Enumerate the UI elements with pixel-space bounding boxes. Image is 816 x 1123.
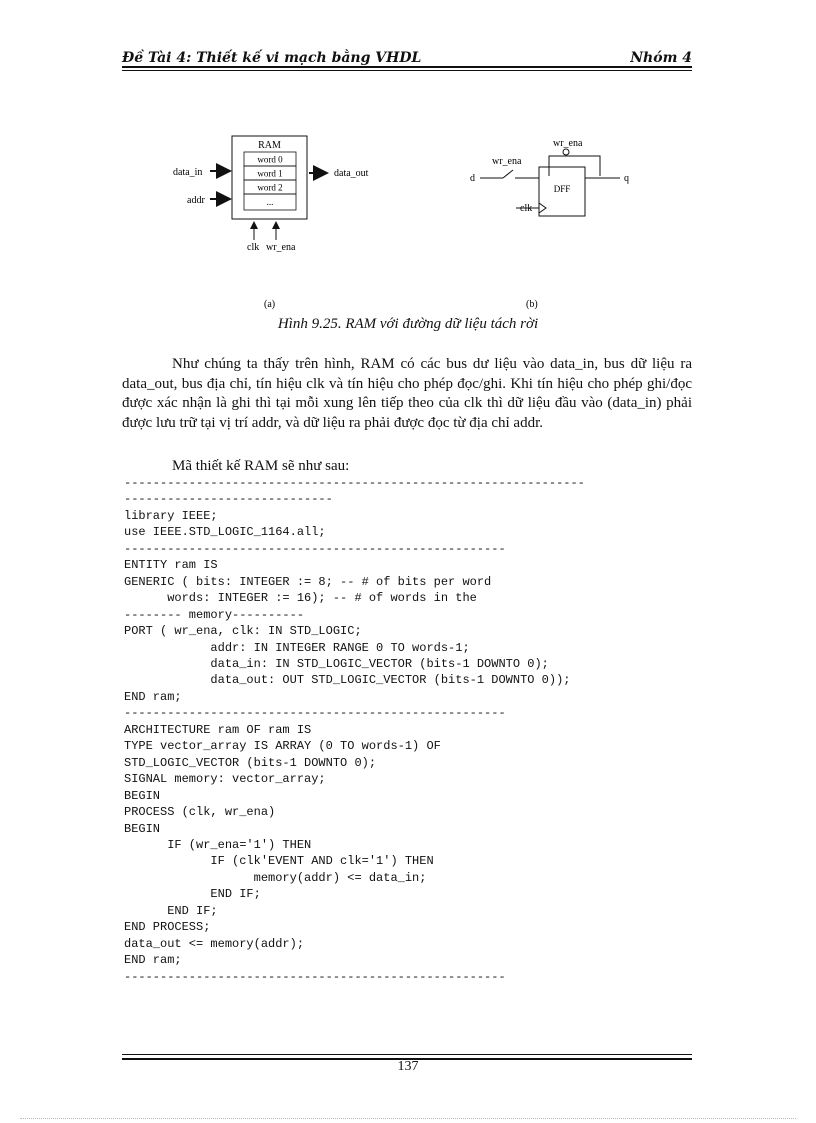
feedback-path bbox=[549, 156, 600, 176]
page-bottom-edge bbox=[20, 1118, 796, 1119]
paragraph-text: Như chúng ta thấy trên hình, RAM có các bus dư liệu vào data_in, bus dữ liệu ra data_out, bus địa chỉ, tín hiệu clk và tín hiệu cho phép đọc/ghi. Khi tín hiệu cho phép ghi/đọc được xác nhận là ghi thì tại mỗi xung lên tiếp theo của clk thì dữ liệu đầu vào (data_in) phải được lưu trữ tại vị trí addr, và dữ liệu ra phải được đọc từ địa chỉ addr. bbox=[122, 356, 692, 431]
wr-ena-top-label: wr_ena bbox=[553, 138, 583, 149]
footer-rule-thin bbox=[122, 1054, 692, 1055]
page-number: 137 bbox=[397, 1059, 419, 1074]
word-label-3: ... bbox=[266, 197, 274, 207]
data-out-label: data_out bbox=[334, 168, 369, 179]
word-label-1: word 1 bbox=[257, 168, 283, 179]
addr-label: addr bbox=[187, 195, 205, 206]
sublabel-a: (a) bbox=[264, 299, 276, 310]
dff-diagram bbox=[470, 138, 629, 216]
inverter-bubble bbox=[563, 149, 569, 155]
sublabel-b: (b) bbox=[526, 299, 538, 310]
figure-diagram bbox=[0, 0, 816, 320]
ram-title: RAM bbox=[258, 140, 281, 151]
header-group: Nhóm 4 bbox=[630, 50, 692, 66]
clk-label-b: clk bbox=[520, 203, 533, 214]
q-label: q bbox=[624, 173, 629, 184]
ram-diagram bbox=[173, 136, 369, 253]
data-in-label: data_in bbox=[173, 167, 203, 178]
header-title: Đề Tài 4: Thiết kế vi mạch bằng VHDL bbox=[122, 50, 422, 66]
word-label-0: word 0 bbox=[257, 154, 283, 165]
d-label: d bbox=[470, 173, 475, 184]
code-intro: Mã thiết kế RAM sẽ như sau: bbox=[172, 458, 350, 474]
word-label-2: word 2 bbox=[257, 182, 283, 193]
body-paragraph bbox=[122, 355, 692, 433]
clk-label-a: clk bbox=[247, 242, 260, 253]
wr-ena-label-a: wr_ena bbox=[266, 242, 296, 253]
figure-caption: Hình 9.25. RAM với đường dữ liệu tách rời bbox=[277, 316, 539, 332]
dff-label: DFF bbox=[553, 184, 571, 194]
switch-blade bbox=[503, 170, 513, 178]
wr-ena-switch-label: wr_ena bbox=[492, 156, 522, 167]
vhdl-code-block: ---------------------------------------------------------------- ----------------------------- library IEEE; use IEEE.STD_LOGIC_1164.all; ----------------------------------------------------- ENTITY ram IS GENERIC ( bits: INTEGER := 8; -- # of bits per word words: INTEGER := 16); -- # of words in the -------- memory---------- PORT ( wr_ena, clk: IN STD_LOGIC; addr: IN INTEGER RANGE 0 TO words-1; data_in: IN STD_LOGIC_VECTOR (bits-1 DOWNTO 0); data_out: OUT STD_LOGIC_VECTOR (bits-1 DOWNTO 0)); END ram; ----------------------------------------------------- ARCHITECTURE ram OF ram IS TYPE vector_array IS ARRAY (0 TO words-1) OF STD_LOGIC_VECTOR (bits-1 DOWNTO 0); SIGNAL memory: vector_array; BEGIN PROCESS (clk, wr_ena) BEGIN IF (wr_ena='1') THEN IF (clk'EVENT AND clk='1') THEN memory(addr) <= data_in; END IF; END IF; END PROCESS; data_out <= memory(addr); END ram; ----------------------------------------------------- bbox=[124, 476, 585, 984]
clock-triangle bbox=[539, 203, 546, 213]
